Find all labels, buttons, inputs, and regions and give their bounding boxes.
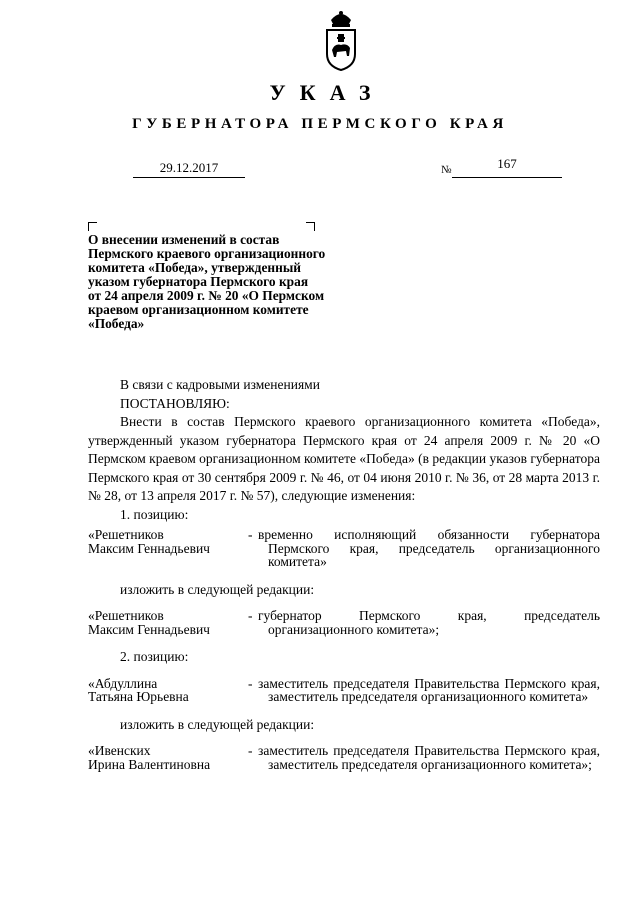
- subject-line: краевом организационном комитете: [88, 302, 309, 317]
- item1-new-label: изложить в следующей редакции:: [120, 581, 315, 597]
- subject-line: указом губернатора Пермского края: [88, 274, 309, 289]
- document-body: [88, 376, 600, 771]
- resolve-text: ПОСТАНОВЛЯЮ:: [120, 395, 230, 411]
- document-number: 167: [452, 156, 562, 178]
- number-label: №: [441, 164, 452, 176]
- document-date: 29.12.2017: [133, 160, 245, 178]
- item1-label: 1. позицию:: [120, 506, 189, 522]
- subject-line: комитета «Победа», утвержденный: [88, 260, 301, 275]
- item2-new-entry: [88, 744, 600, 771]
- person-name: «Абдуллина Татьяна Юрьевна: [88, 675, 189, 704]
- entry-dash: -: [248, 743, 253, 758]
- main-paragraph: Внести в состав Пермского краевого организационного комитета «Победа», утвержденный указом губернатора Пермского края от 24 апреля 2009 г. № 20 «О Пермском краевом организационном комитете «Победа» (в редакции указов губернатора Пермского края от 30 сентября 2009 г. № 46, от 04 июня 2010 г. № 36, от 28 марта 2013 г. № 28, от 13 апреля 2017 г. № 57), следующие изменения:: [88, 414, 600, 503]
- subject-line: от 24 апреля 2009 г. № 20 «О Пермском: [88, 288, 325, 303]
- entry-dash: -: [248, 527, 253, 542]
- item2-new-label: изложить в следующей редакции:: [120, 716, 315, 732]
- intro-text: В связи с кадровыми изменениями: [120, 377, 320, 392]
- subject-corner-right: [306, 222, 315, 231]
- subject-line: Пермского краевого организационного: [88, 246, 326, 261]
- entry-dash: -: [248, 608, 253, 623]
- person-role: губернатор Пермского края, председатель организационного комитета»;: [258, 608, 600, 637]
- subject-corner-left: [88, 222, 97, 231]
- item2-old-entry: [88, 677, 600, 704]
- document-subtitle: ГУБЕРНАТОРА ПЕРМСКОГО КРАЯ: [132, 116, 508, 132]
- person-role: заместитель председателя Правительства Пермского края, заместитель председателя организационного комитета»: [258, 675, 600, 704]
- person-name: «Решетников Максим Геннадьевич: [88, 527, 210, 556]
- item1-old-entry: [88, 528, 600, 569]
- person-name: «Ивенских Ирина Валентиновна: [88, 743, 211, 772]
- document-subject: [88, 233, 378, 331]
- coat-of-arms-icon: [325, 10, 357, 72]
- person-role: временно исполняющий обязанности губернатора Пермского края, председатель организационного комитета»: [258, 527, 600, 569]
- item2-label: 2. позицию:: [120, 649, 189, 664]
- person-name: «Решетников Максим Геннадьевич: [88, 608, 210, 637]
- person-role: заместитель председателя Правительства Пермского края, заместитель председателя организационного комитета»;: [258, 743, 600, 772]
- document-title: УКАЗ: [269, 80, 385, 105]
- subject-line: «Победа»: [88, 316, 145, 331]
- item1-new-entry: [88, 609, 600, 636]
- entry-dash: -: [248, 675, 253, 691]
- subject-line: О внесении изменений в состав: [88, 232, 280, 247]
